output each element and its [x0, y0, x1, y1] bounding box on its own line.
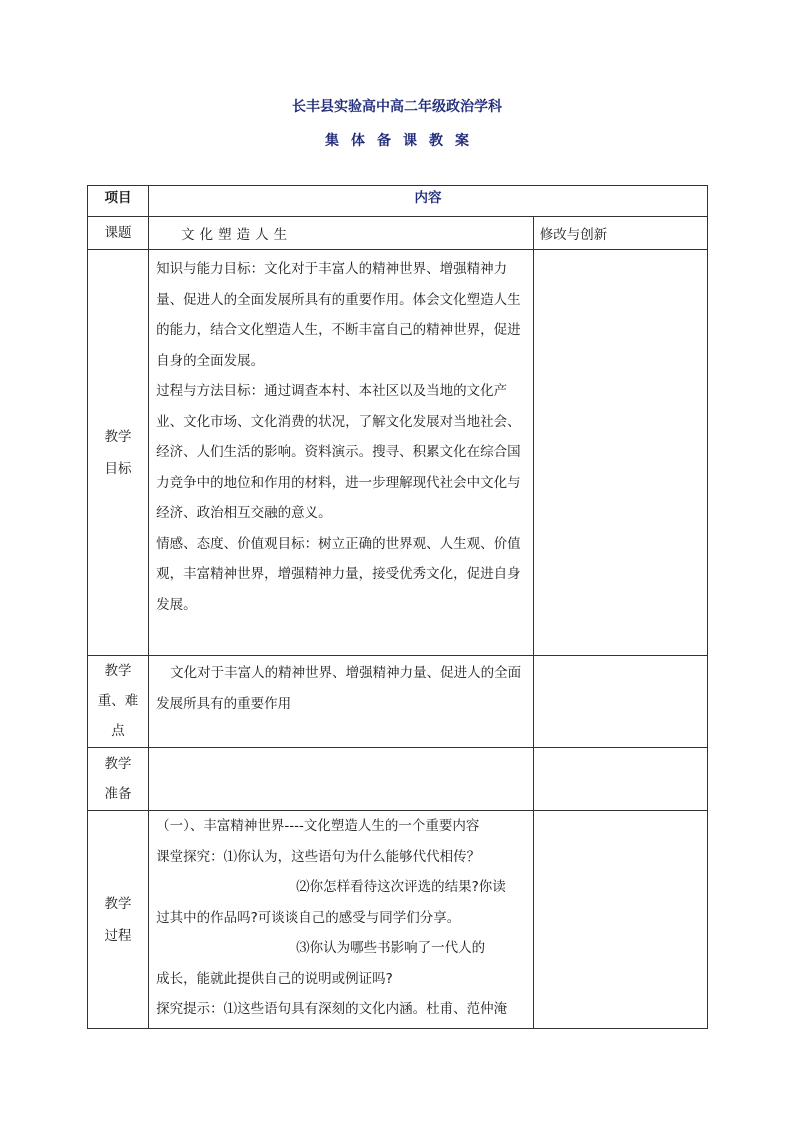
process-row — [88, 811, 708, 1029]
process-line-6: 成长，能就此提供自己的说明或例证吗? — [156, 970, 393, 987]
process-goal: 过程与方法目标：通过调查本村、本社区以及当地的文化产业、文化市场、文化消费的状况，了解文化发展对当地社会、经济、人们生活的影响。资料演示。搜寻、积累文化在综合国力竞争中的地位和作用的材料，进一步理解现代社会中文化与经济、政治相互交融的意义。 — [156, 383, 521, 521]
topic-value: 文化塑造人生 — [149, 217, 534, 250]
header-content-cell: 内容 — [149, 186, 708, 217]
process-content — [149, 811, 534, 1029]
knowledge-goal — [156, 254, 527, 376]
key-points-content: 文化对于丰富人的精神世界、增强精神力量、促进人的全面发展所具有的重要作用 — [149, 656, 534, 748]
knowledge-goal-text: 文化对于丰富人的精神世界、增强精神力量、促进人的全面发展所具有的重要作用。体会文化塑造人生的能力，结合文化塑造人生，不断丰富自己的精神世界，促进自身的全面发展。 — [156, 261, 521, 369]
modification-label: 修改与创新 — [533, 217, 707, 250]
goals-notes — [533, 250, 707, 656]
process-line-5: ⑶你认为哪些书影响了一代人的 — [296, 940, 486, 956]
goals-label-text: 教学目标 — [104, 428, 132, 477]
preparation-label-text: 教学准备 — [104, 755, 132, 802]
goals-label — [88, 250, 149, 656]
process-label — [88, 811, 149, 1029]
process-line-2: 课堂探究：⑴你认为，这些语句为什么能够代代相传？ — [156, 848, 481, 865]
preparation-label — [88, 748, 149, 811]
table-header-row — [88, 186, 708, 217]
process-line-1: （一）、丰富精神世界----文化塑造人生的一个重要内容 — [156, 818, 480, 834]
document-title: 长丰县实验高中高二年级政治学科 — [292, 99, 502, 115]
header-item-cell: 项目 — [88, 186, 149, 217]
process-label-text: 教学过程 — [104, 895, 132, 944]
preparation-row — [88, 748, 708, 811]
lesson-plan-table — [87, 185, 708, 1029]
process-notes — [533, 811, 707, 1029]
goals-content — [149, 250, 534, 656]
knowledge-goal-prefix: 知识与能力目标： — [156, 261, 265, 277]
process-line-3: ⑵你怎样看待这次评选的结果?你读 — [296, 879, 506, 895]
process-line-4: 过其中的作品吗?可谈谈自己的感受与同学们分享。 — [156, 909, 461, 926]
preparation-notes — [533, 748, 707, 811]
preparation-content — [149, 748, 534, 811]
topic-label: 课题 — [88, 217, 149, 250]
key-points-notes — [533, 656, 707, 748]
goals-row — [88, 250, 708, 656]
emotion-goal: 情感、态度、价值观目标：树立正确的世界观、人生观、价值观，丰富精神世界，增强精神力量，接受优秀文化，促进自身发展。 — [156, 535, 521, 613]
key-points-label — [88, 656, 149, 748]
document-subtitle: 集体备课教案 — [325, 133, 481, 149]
key-points-label-text: 教学重、难点 — [97, 663, 139, 739]
topic-row — [88, 217, 708, 250]
process-line-7: 探究提示：⑴这些语句具有深刻的文化内涵。杜甫、范仲淹 — [156, 1001, 508, 1017]
key-points-row — [88, 656, 708, 748]
